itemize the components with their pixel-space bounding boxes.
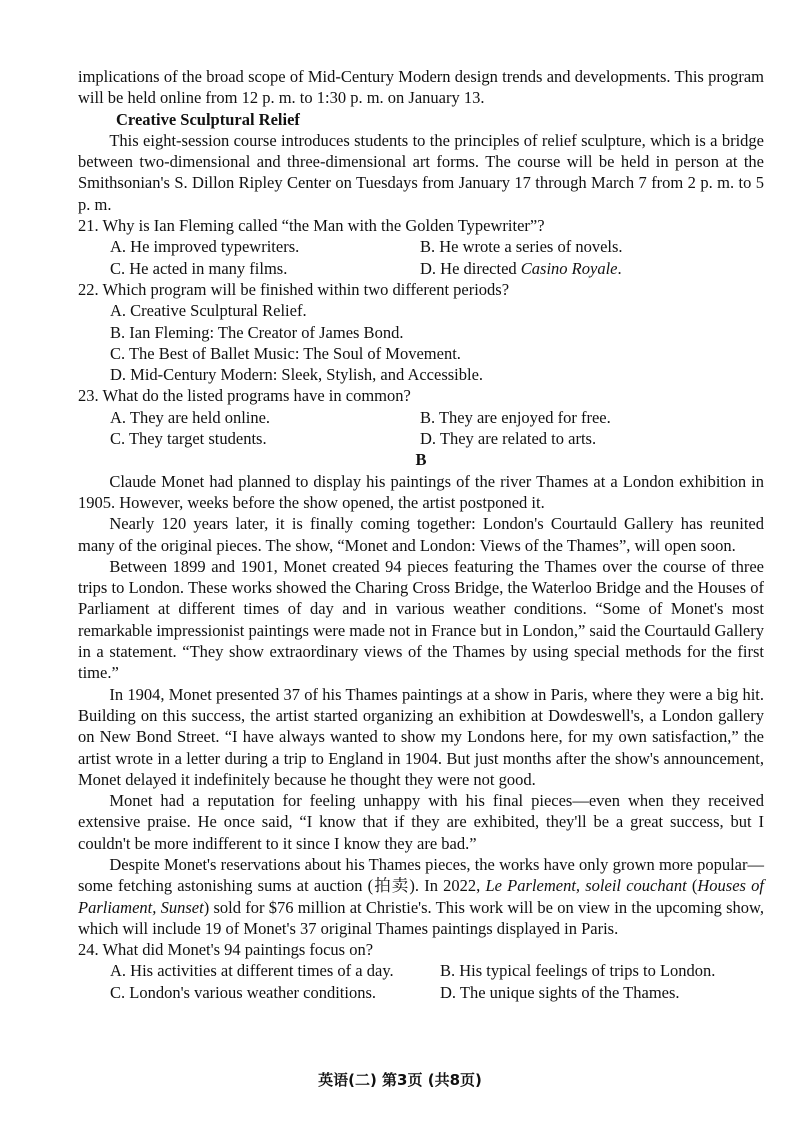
question-stem: 21. Why is Ian Fleming called “the Man with the Golden Typewriter”?	[78, 216, 545, 236]
page-footer: 英语(二) 第3页 (共8页)	[318, 1071, 482, 1089]
option-c: C. They target students.	[110, 429, 267, 449]
option-d: D. The unique sights of the Thames.	[440, 982, 680, 1002]
option-b: B. He wrote a series of novels.	[420, 237, 623, 257]
paragraph-text: (	[686, 876, 698, 896]
passage-b-paragraph: Claude Monet had planned to display his paintings of the river Thames at a London exhibition in 1905. However, weeks before the show opened, the artist postponed it.	[78, 471, 764, 512]
option-d: D. They are related to arts.	[420, 429, 597, 449]
passage-a-paragraph: This eight-session course introduces students to the principles of relief sculpture, which is a bridge between two-dimensional and three-dimensional art forms. The course will be held in person at the Smithsonian's S. Dillon Ripley Center on Tuesdays from January 17 through March 7 from 2 p. m. to 5 p. m.	[78, 130, 764, 214]
question-options	[110, 236, 764, 279]
passage-b-paragraph: Between 1899 and 1901, Monet created 94 pieces featuring the Thames over the course of three trips to London. These works showed the Charing Cross Bridge, the Waterloo Bridge and the Houses of Parliament at different times of day and in various weather conditions. “Some of Monet's most remarkable impressionist paintings were made not in France but in London,” said the Courtauld Gallery in a statement. “They show extraordinary views of the Thames by using special methods for the first time.”	[78, 556, 764, 683]
section-label: B	[415, 450, 427, 470]
painting-title: Le Parlement, soleil couchant	[485, 876, 687, 896]
paragraph-text: Despite Monet's reservations about his Thames pieces, the works have only grown more popular—some fetching astonishing sums at auction (拍卖). In 2022,	[78, 854, 764, 896]
passage-b-paragraph: Monet had a reputation for feeling unhappy with his final pieces—even when they received extensive praise. He once said, “I know that if they are exhibited, they'll be a great success, but I couldn't be more indifferent to it since I know they are bad.”	[78, 791, 764, 853]
option-c: C. The Best of Ballet Music: The Soul of Movement.	[110, 343, 461, 363]
option-c: C. London's various weather conditions.	[110, 982, 377, 1002]
option-d-text: D. He directed	[420, 258, 521, 278]
painting-title-english: Houses of Parliament, Sunset	[78, 876, 764, 917]
option-c: C. He acted in many films.	[110, 258, 288, 278]
option-d-end: .	[617, 258, 622, 278]
question-options	[110, 960, 764, 1003]
question-23	[78, 385, 764, 449]
question-22	[78, 279, 764, 385]
option-d	[420, 258, 760, 279]
option-a: A. He improved typewriters.	[110, 237, 300, 257]
question-options	[110, 407, 764, 450]
option-b: B. Ian Fleming: The Creator of James Bond.	[110, 322, 404, 342]
paragraph-text: ) sold for $76 million at Christie's. This work will be on view in the upcoming show, which will include 19 of Monet's 37 original Thames paintings displayed in Paris.	[78, 897, 764, 938]
option-b: B. His typical feelings of trips to London.	[440, 961, 716, 981]
passage-a-paragraph: implications of the broad scope of Mid-Century Modern design trends and developments. This program will be held online from 12 p. m. to 1:30 p. m. on January 13.	[78, 67, 764, 108]
option-b: B. They are enjoyed for free.	[420, 407, 611, 427]
question-options	[110, 300, 764, 385]
program-heading: Creative Sculptural Relief	[116, 109, 300, 129]
option-a: A. His activities at different times of a day.	[110, 961, 394, 981]
option-a: A. They are held online.	[110, 407, 271, 427]
passage-b-paragraph: Nearly 120 years later, it is finally coming together: London's Courtauld Gallery has reunited many of the original pieces. The show, “Monet and London: Views of the Thames”, will open soon.	[78, 514, 764, 555]
passage-b-paragraph	[78, 854, 764, 939]
question-21	[78, 215, 764, 279]
option-d: D. Mid-Century Modern: Sleek, Stylish, and Accessible.	[110, 365, 484, 385]
exam-page	[78, 66, 764, 1003]
passage-b-paragraph: In 1904, Monet presented 37 of his Thames paintings at a show in Paris, where they were a big hit. Building on this success, the artist started organizing an exhibition at Dowdeswell's, a London gallery on New Bond Street. “I have always wanted to show my Londons here, for my own satisfaction,” the artist wrote in a letter during a trip to England in 1904. But just months after the show's announcement, Monet delayed it indefinitely because he thought they were not good.	[78, 684, 764, 789]
question-24	[78, 939, 764, 1003]
book-title: Casino Royale	[520, 258, 618, 278]
question-stem: 22. Which program will be finished within two different periods?	[78, 279, 510, 299]
question-stem: 23. What do the listed programs have in common?	[78, 386, 411, 406]
question-stem: 24. What did Monet's 94 paintings focus on?	[78, 940, 374, 960]
option-a: A. Creative Sculptural Relief.	[110, 301, 307, 321]
